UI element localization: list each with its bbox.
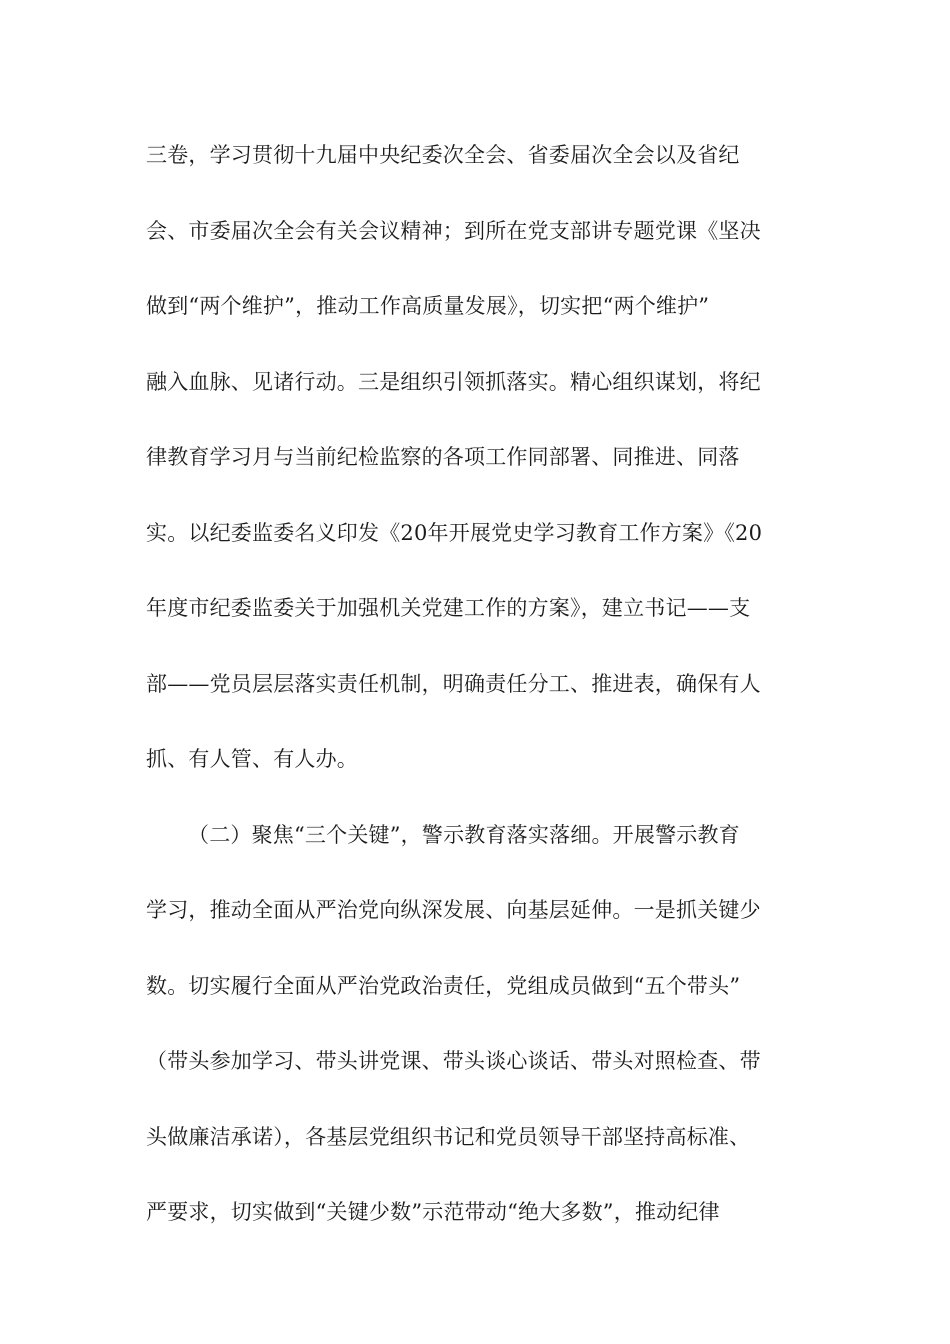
text-line: 部——党员层层落实责任机制，明确责任分工、推进表，确保有人 <box>146 671 761 696</box>
text-line: 数。切实履行全面从严治党政治责任，党组成员做到“五个带头” <box>146 973 741 998</box>
text-line: 律教育学习月与当前纪检监察的各项工作同部署、同推进、同落 <box>146 445 740 469</box>
text-line: 严要求，切实做到“关键少数”示范带动“绝大多数”，推动纪律 <box>146 1200 720 1224</box>
text-line: 年度市纪委监委关于加强机关党建工作的方案》，建立书记——支 <box>146 596 751 620</box>
text-line: 会、市委届次全会有关会议精神；到所在党支部讲专题党课《坚决 <box>146 218 761 243</box>
text-line: 三卷，学习贯彻十九届中央纪委次全会、省委届次全会以及省纪 <box>146 143 740 167</box>
text-line: 实。以纪委监委名义印发《20年开展党史学习教育工作方案》《20 <box>146 520 763 545</box>
text-line: 融入血脉、见诸行动。三是组织引领抓落实。精心组织谋划，将纪 <box>146 369 761 394</box>
body-text <box>146 134 806 1267</box>
text-line: （带头参加学习、带头讲党课、带头谈心谈话、带头对照检查、带 <box>146 1049 761 1073</box>
section-heading-line: （二）聚焦“三个关键”，警示教育落实落细。开展警示教育 <box>188 822 740 847</box>
text-line: 做到“两个维护”，推动工作高质量发展》，切实把“两个维护” <box>146 294 710 318</box>
text-line: 抓、有人管、有人办。 <box>146 747 358 771</box>
text-line: 头做廉洁承诺），各基层党组织书记和党员领导干部坚持高标准、 <box>146 1124 751 1149</box>
text-line: 学习，推动全面从严治党向纵深发展、向基层延伸。一是抓关键少 <box>146 898 761 922</box>
